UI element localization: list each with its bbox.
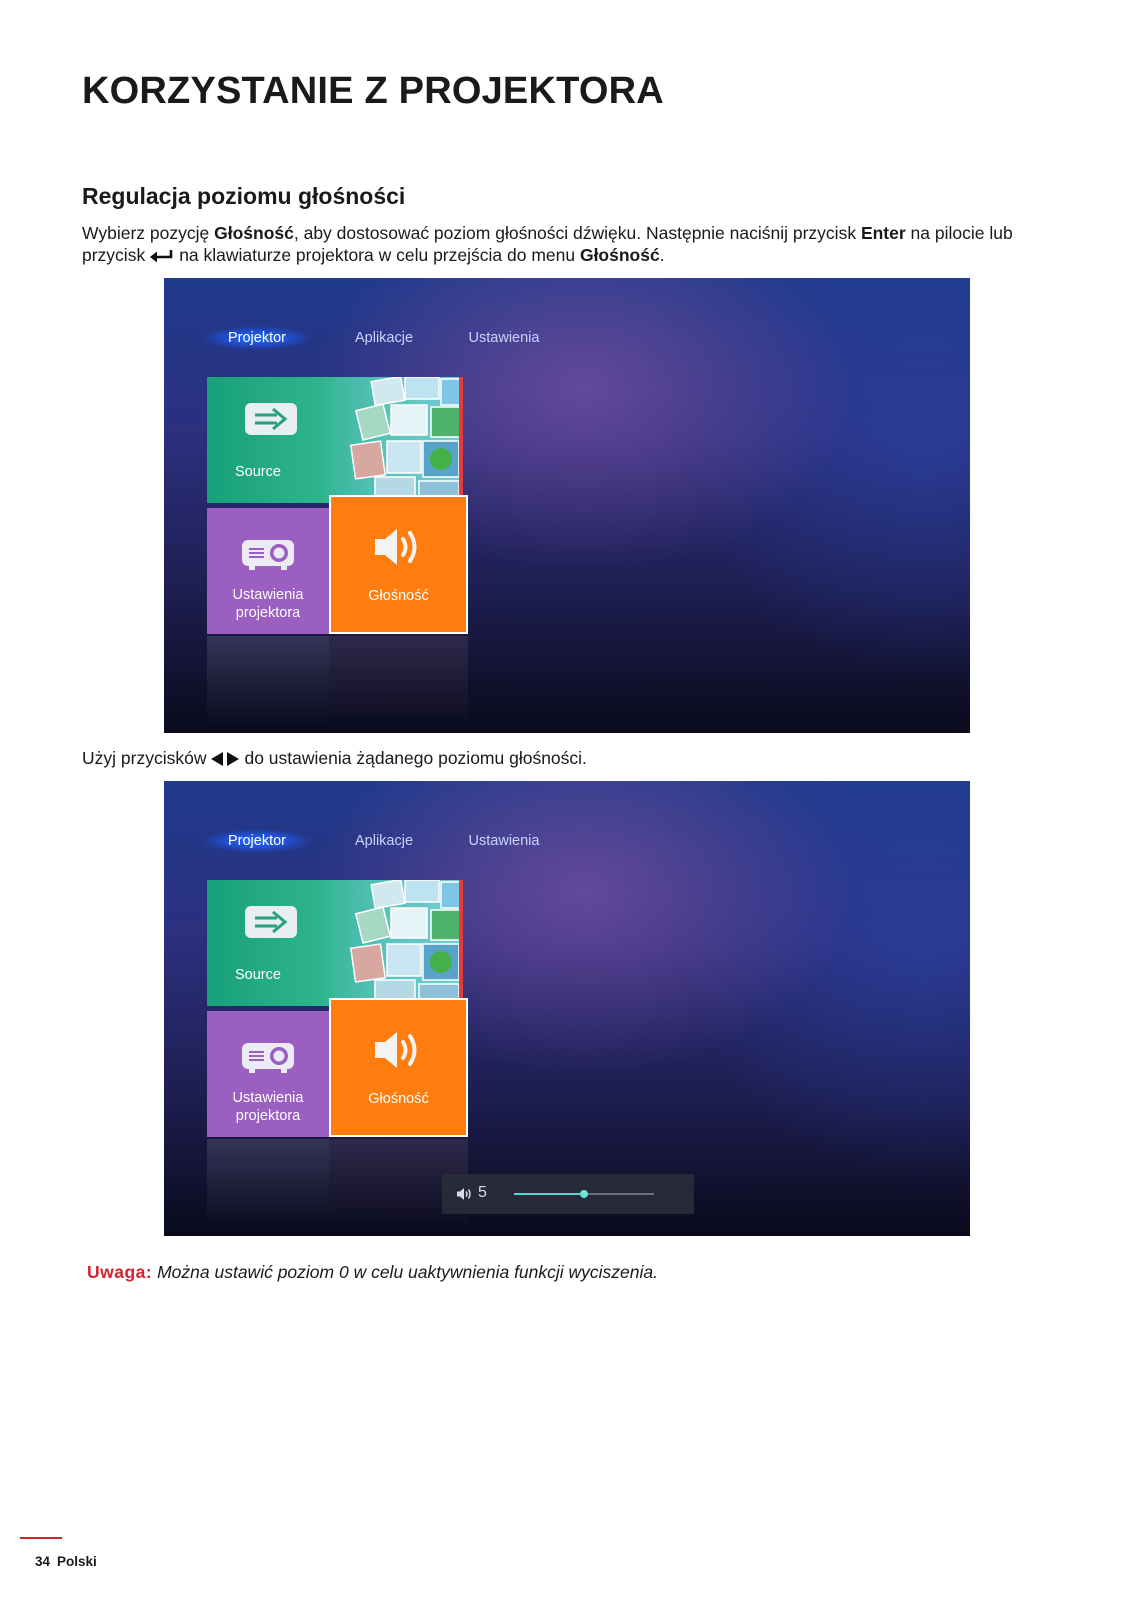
settings-label-line1: Ustawienia [232,587,304,603]
settings-label-line2: projektora [235,1108,301,1124]
volume-overlay [442,1174,694,1214]
volume-tile-label: Głośność [368,1091,429,1107]
text-segment: na pilocie lub przycisk [82,223,1013,265]
tab-aplikacje[interactable]: Aplikacje [354,330,414,346]
volume-tile[interactable] [329,495,468,634]
volume-tile[interactable] [329,998,468,1137]
enter-key-icon [149,247,175,269]
volume-slider-thumb[interactable] [580,1190,588,1198]
settings-tile-label [207,1089,329,1125]
projector-icon [240,534,296,577]
bold-term-volume: Głośność [214,223,294,243]
source-tile-label: Source [235,967,281,983]
tile-reflection [207,1139,329,1229]
media-collage-image [335,880,463,1006]
media-collage-image [335,377,463,503]
projector-settings-tile[interactable] [207,508,329,634]
text-segment: na klawiaturze projektora w celu przejścia do menu [179,245,580,265]
text-segment: do ustawienia żądanego poziomu głośności. [244,748,587,768]
instruction-paragraph-1 [82,222,1042,269]
text-segment: Użyj przycisków [82,748,207,768]
speaker-icon [371,1028,425,1077]
note-label: Uwaga: [87,1262,153,1282]
speaker-icon [456,1187,472,1206]
input-source-icon [243,401,299,442]
note [87,1262,658,1283]
section-heading: Regulacja poziomu głośności [82,183,406,209]
bold-term-volume-menu: Głośność [579,245,660,265]
projector-icon [240,1037,296,1080]
speaker-icon [371,525,425,574]
projector-settings-tile[interactable] [207,1011,329,1137]
tile-reflection [329,636,468,726]
source-tile-label: Source [235,464,281,480]
projector-home-screen [164,278,970,733]
text-segment: , aby dostosować poziom głośności dźwięku. Następnie naciśnij przycisk [293,223,861,243]
text-segment: Wybierz pozycję [82,223,215,243]
source-tile[interactable] [207,880,463,1006]
page-number: 34 [35,1554,51,1569]
text-segment: . [659,245,665,265]
source-tile[interactable] [207,377,463,503]
projector-volume-screen [164,781,970,1236]
page-footer [35,1554,97,1569]
tab-aplikacje[interactable]: Aplikacje [354,833,414,849]
tile-reflection [207,636,329,726]
tab-projektor[interactable]: Projektor [202,326,312,350]
tab-ustawienia[interactable]: Ustawienia [468,330,540,346]
top-tab-bar [164,320,970,356]
settings-label-line2: projektora [235,605,301,621]
settings-tile-label [207,586,329,622]
left-right-arrows-icon [210,749,240,771]
settings-label-line1: Ustawienia [232,1090,304,1106]
volume-slider[interactable] [514,1193,654,1195]
bold-term-enter: Enter [860,223,906,243]
instruction-paragraph-2 [82,747,1042,771]
volume-value: 5 [478,1184,487,1201]
footer-language: Polski [57,1554,97,1569]
footer-divider [20,1537,62,1539]
tab-ustawienia[interactable]: Ustawienia [468,833,540,849]
volume-slider-fill [514,1193,584,1195]
note-text: Można ustawić poziom 0 w celu uaktywnienia funkcji wyciszenia. [152,1262,659,1282]
tab-projektor[interactable]: Projektor [202,829,312,853]
input-source-icon [243,904,299,945]
volume-tile-label: Głośność [368,588,429,604]
top-tab-bar [164,823,970,859]
page-title: KORZYSTANIE Z PROJEKTORA [82,70,664,112]
